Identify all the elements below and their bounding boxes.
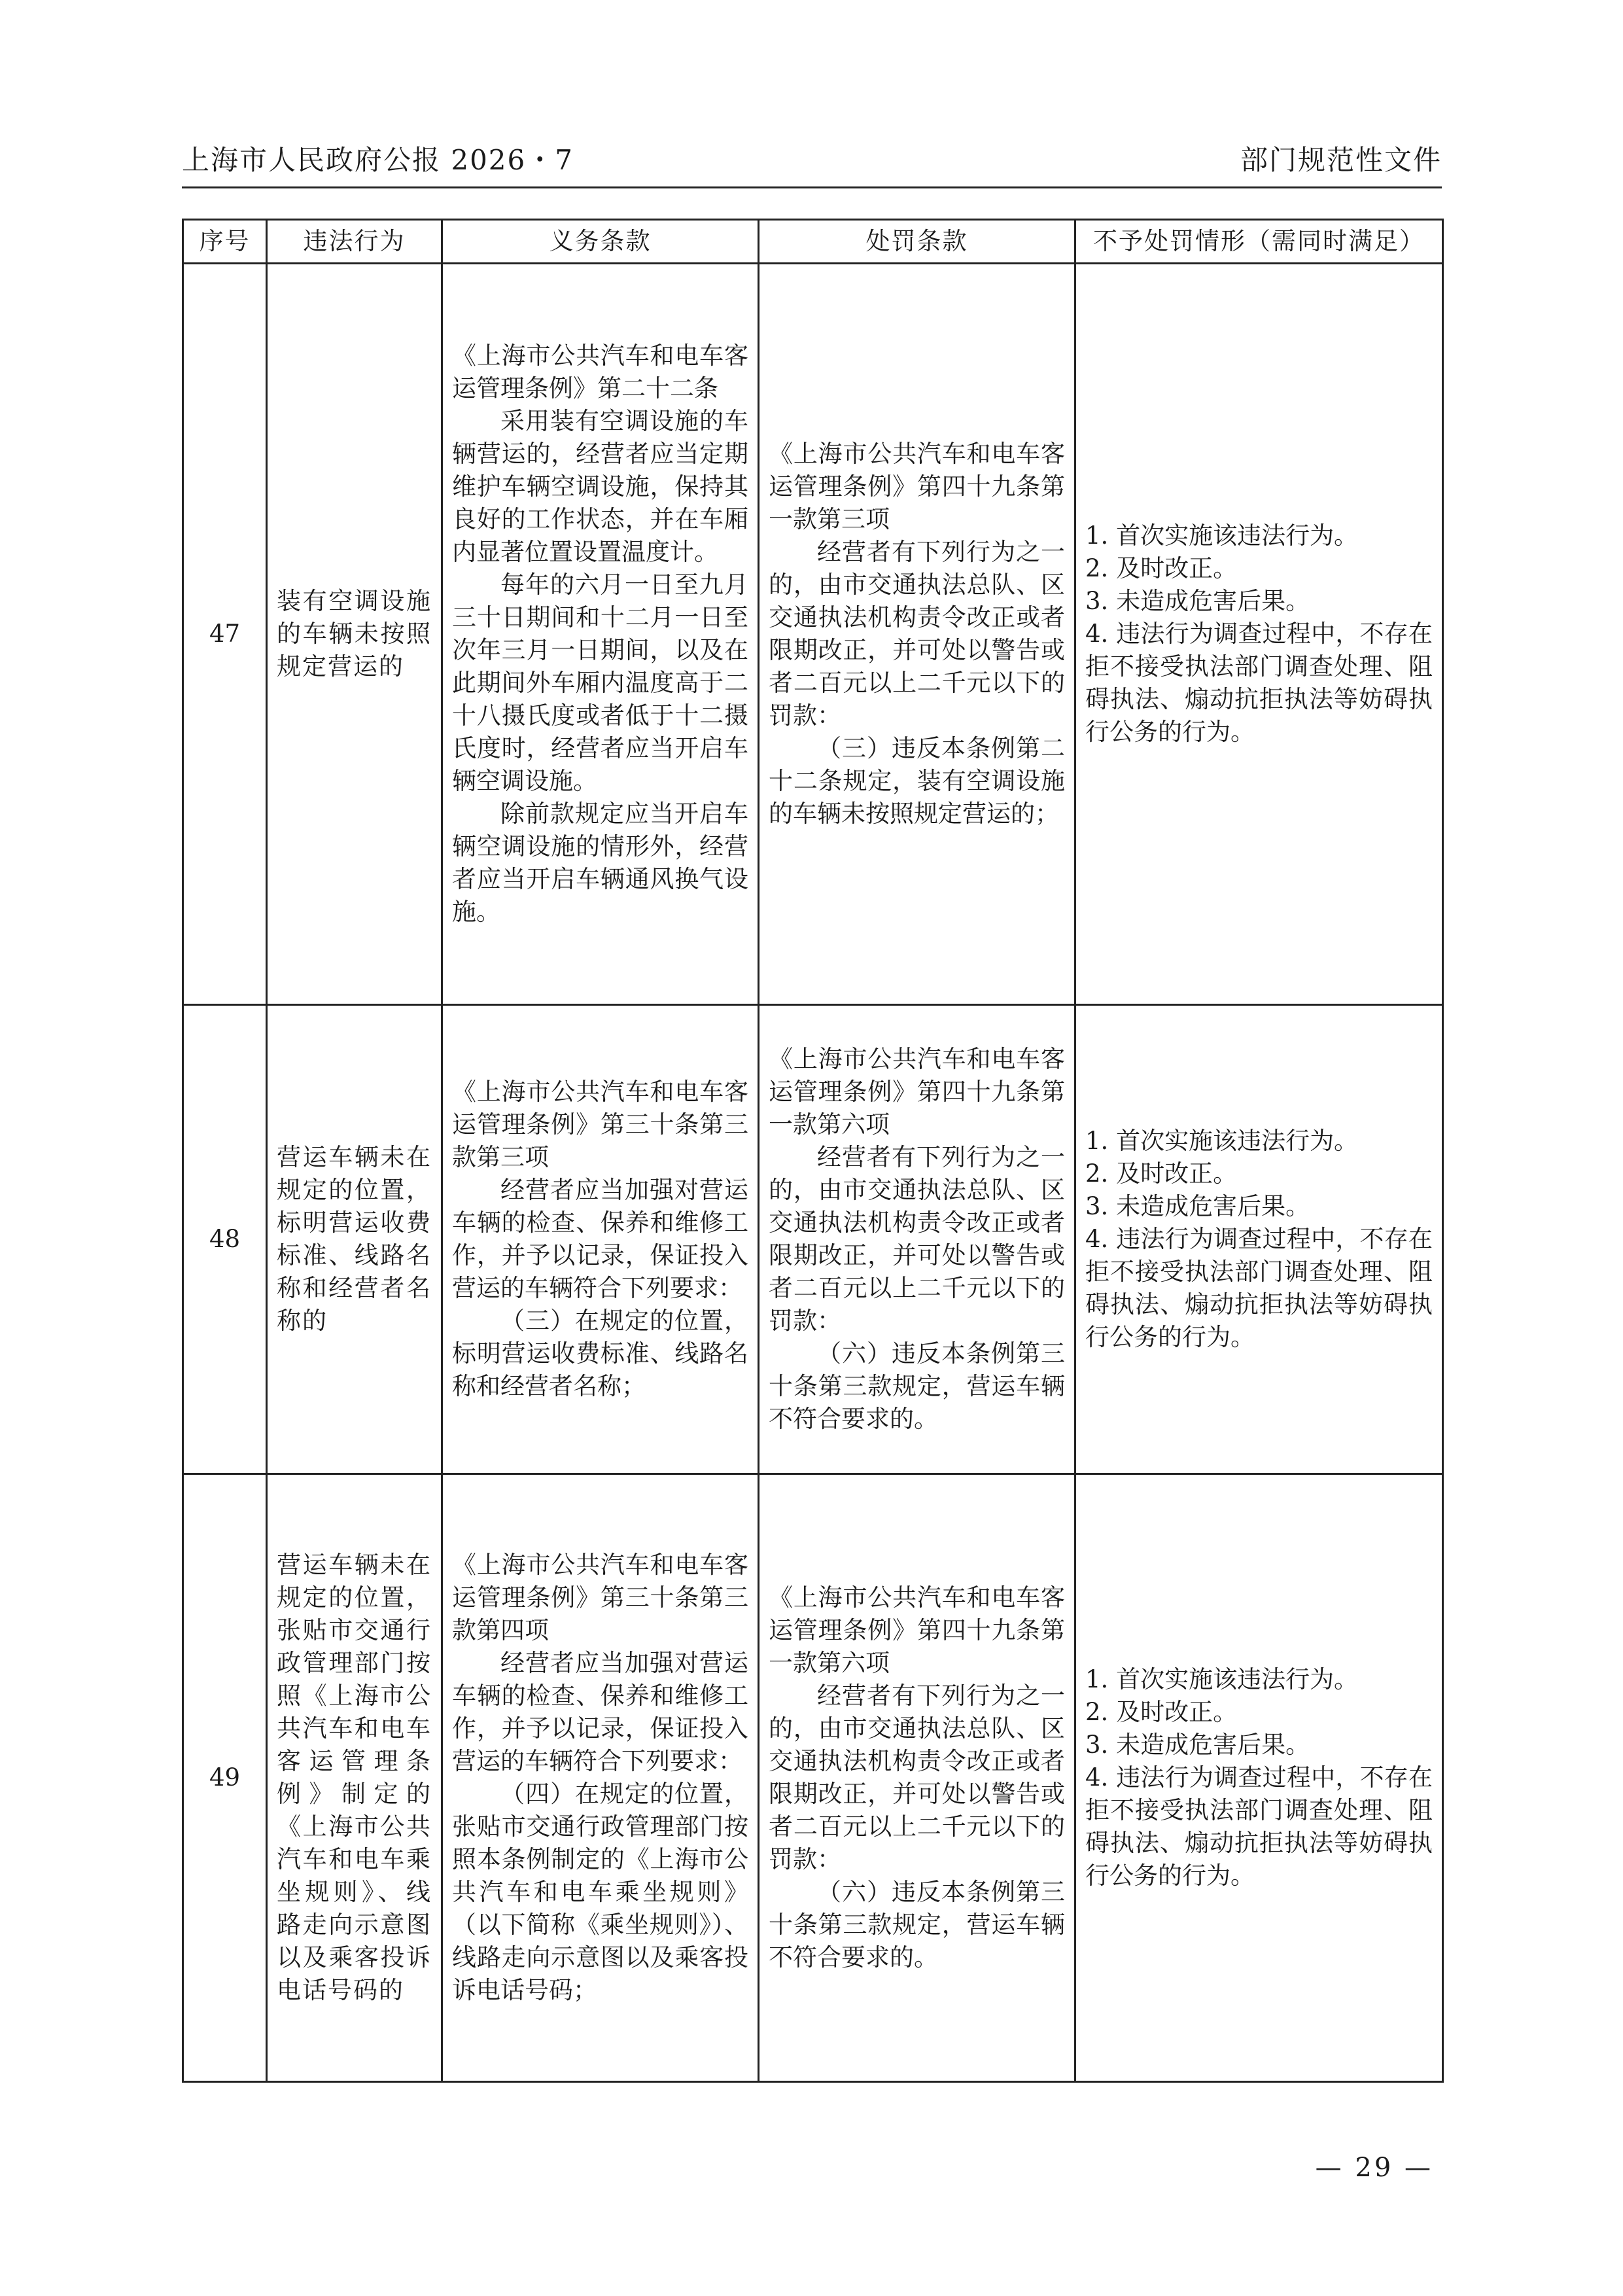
- exemption-condition: 4. 违法行为调查过程中，不存在拒不接受执法部门调查处理、阻碍执法、煽动抗拒执法等妨碍执行公务的行为。: [1085, 1763, 1433, 1890]
- obligation-paragraph: （三）在规定的位置，标明营运收费标准、线路名称和经营者名称；: [452, 1307, 748, 1400]
- penalty-citation: 《上海市公共汽车和电车客运管理条例》第四十九条第一款第六项: [769, 1045, 1065, 1139]
- header-violation: 违法行为: [267, 220, 442, 264]
- row-number: 48: [183, 1005, 267, 1474]
- header-no: 序号: [183, 220, 267, 264]
- obligation-paragraph: 采用装有空调设施的车辆营运的，经营者应当定期维护车辆空调设施，保持其良好的工作状态，并在车厢内显著位置设置温度计。: [452, 407, 748, 566]
- header-penalty: 处罚条款: [759, 220, 1075, 264]
- table-row: [183, 1005, 1443, 1474]
- obligation-citation: 《上海市公共汽车和电车客运管理条例》第三十条第三款第四项: [452, 1551, 748, 1644]
- penalty-paragraph: 经营者有下列行为之一的，由市交通执法总队、区交通执法机构责令改正或者限期改正，并可处以警告或者二百元以上二千元以下的罚款：: [769, 1143, 1065, 1335]
- table-row: [183, 1474, 1443, 2082]
- obligation-paragraph: 每年的六月一日至九月三十日期间和十二月一日至次年三月一日期间，以及在此期间外车厢内温度高于二十八摄氏度或者低于十二摄氏度时，经营者应当开启车辆空调设施。: [452, 571, 748, 795]
- header-exemption: 不予处罚情形（需同时满足）: [1075, 220, 1443, 264]
- header-divider: [182, 186, 1442, 188]
- violation-cell: 营运车辆未在规定的位置，标明营运收费标准、线路名称和经营者名称的: [267, 1005, 442, 1474]
- obligation-citation: 《上海市公共汽车和电车客运管理条例》第三十条第三款第三项: [452, 1078, 748, 1171]
- penalty-paragraph: 经营者有下列行为之一的，由市交通执法总队、区交通执法机构责令改正或者限期改正，并可处以警告或者二百元以上二千元以下的罚款：: [769, 538, 1065, 730]
- exemption-condition: 4. 违法行为调查过程中，不存在拒不接受执法部门调查处理、阻碍执法、煽动抗拒执法等妨碍执行公务的行为。: [1085, 620, 1433, 746]
- exemption-condition: 1. 首次实施该违法行为。: [1085, 1665, 1359, 1693]
- obligation-cell: [442, 1474, 759, 2082]
- exemption-cell: [1075, 264, 1443, 1005]
- publication-title: 上海市人民政府公报 2026・7: [182, 144, 574, 176]
- exemption-condition: 3. 未造成危害后果。: [1085, 1731, 1310, 1759]
- exemption-condition: 1. 首次实施该违法行为。: [1085, 521, 1359, 550]
- penalty-cell: [759, 1474, 1075, 2082]
- obligation-paragraph: （四）在规定的位置，张贴市交通行政管理部门按照本条例制定的《上海市公共汽车和电车乘坐规则》（以下简称《乘坐规则》）、线路走向示意图以及乘客投诉电话号码；: [452, 1780, 748, 2004]
- obligation-cell: [442, 1005, 759, 1474]
- exemption-cell: [1075, 1474, 1443, 2082]
- exemption-condition: 2. 及时改正。: [1085, 554, 1238, 582]
- penalty-citation: 《上海市公共汽车和电车客运管理条例》第四十九条第一款第六项: [769, 1583, 1065, 1677]
- exemption-condition: 3. 未造成危害后果。: [1085, 1192, 1310, 1220]
- penalty-citation: 《上海市公共汽车和电车客运管理条例》第四十九条第一款第三项: [769, 440, 1065, 533]
- header-obligation: 义务条款: [442, 220, 759, 264]
- table-header-row: [183, 220, 1443, 264]
- penalty-paragraph: （六）违反本条例第三十条第三款规定，营运车辆不符合要求的。: [769, 1878, 1065, 1971]
- penalty-cell: [759, 1005, 1075, 1474]
- table-row: [183, 264, 1443, 1005]
- obligation-paragraph: 经营者应当加强对营运车辆的检查、保养和维修工作，并予以记录，保证投入营运的车辆符合下列要求：: [452, 1649, 748, 1775]
- penalty-paragraph: 经营者有下列行为之一的，由市交通执法总队、区交通执法机构责令改正或者限期改正，并可处以警告或者二百元以上二千元以下的罚款：: [769, 1682, 1065, 1873]
- penalty-paragraph: （六）违反本条例第三十条第三款规定，营运车辆不符合要求的。: [769, 1339, 1065, 1433]
- row-number: 47: [183, 264, 267, 1005]
- row-number: 49: [183, 1474, 267, 2082]
- section-title: 部门规范性文件: [1240, 144, 1442, 176]
- page-number: — 29 —: [1315, 2153, 1433, 2183]
- violation-cell: 装有空调设施的车辆未按照规定营运的: [267, 264, 442, 1005]
- exemption-condition: 2. 及时改正。: [1085, 1159, 1238, 1188]
- exemption-cell: [1075, 1005, 1443, 1474]
- penalty-cell: [759, 264, 1075, 1005]
- obligation-citation: 《上海市公共汽车和电车客运管理条例》第二十二条: [452, 342, 748, 402]
- regulation-table: [182, 219, 1444, 2083]
- obligation-paragraph: 除前款规定应当开启车辆空调设施的情形外，经营者应当开启车辆通风换气设施。: [452, 800, 748, 926]
- obligation-paragraph: 经营者应当加强对营运车辆的检查、保养和维修工作，并予以记录，保证投入营运的车辆符合下列要求：: [452, 1176, 748, 1302]
- exemption-condition: 4. 违法行为调查过程中，不存在拒不接受执法部门调查处理、阻碍执法、煽动抗拒执法等妨碍执行公务的行为。: [1085, 1225, 1433, 1351]
- exemption-condition: 3. 未造成危害后果。: [1085, 587, 1310, 615]
- penalty-paragraph: （三）违反本条例第二十二条规定，装有空调设施的车辆未按照规定营运的；: [769, 734, 1065, 828]
- obligation-cell: [442, 264, 759, 1005]
- exemption-condition: 2. 及时改正。: [1085, 1698, 1238, 1726]
- exemption-condition: 1. 首次实施该违法行为。: [1085, 1127, 1359, 1155]
- violation-cell: 营运车辆未在规定的位置，张贴市交通行政管理部门按照《上海市公共汽车和电车客运管理条例》制定的《上海市公共汽车和电车乘坐规则》、线路走向示意图以及乘客投诉电话号码的: [267, 1474, 442, 2082]
